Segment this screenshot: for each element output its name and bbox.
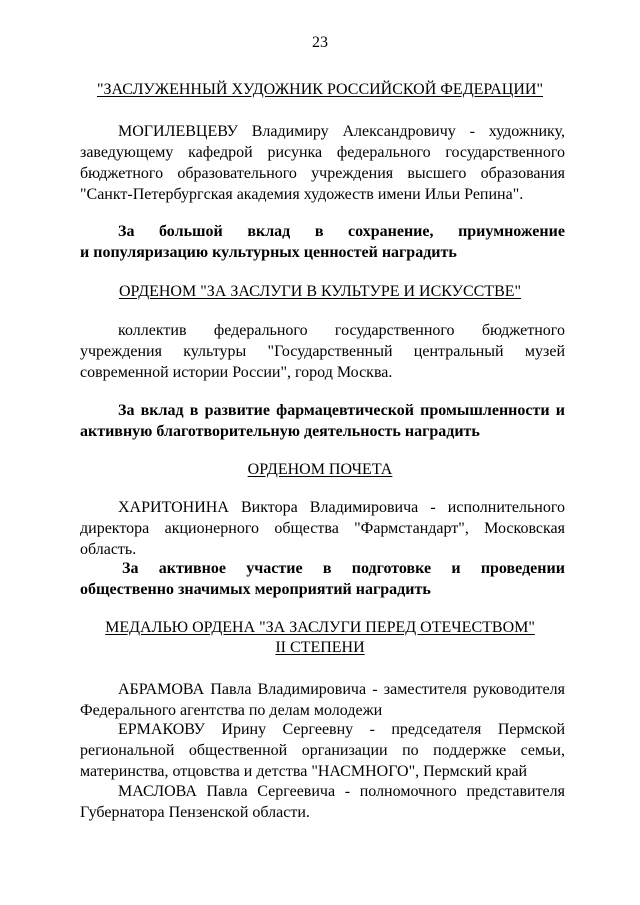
award-reason-events-line2: общественно значимых мероприятий наградить (80, 581, 431, 598)
award-reason-events-line1 (80, 558, 565, 579)
reason-word: в (322, 560, 332, 577)
reason-word: приумножение (458, 223, 565, 240)
reason-word: в (314, 223, 324, 240)
nominee-ermakova: ЕРМАКОВУ Ирину Сергеевну - председателя Пермской региональной общественной организации по поддержке семьи, материнства, отцовства и детства "НАСМНОГО", Пермский край (80, 721, 565, 780)
page-number: 23 (312, 34, 328, 51)
nominee-mogilevtsev: МОГИЛЕВЦЕВУ Владимиру Александровичу - художнику, заведующему кафедрой рисунка федерального государственного бюджетного образовательного учреждения высшего образования "Санкт-Петербургская академия художеств имени Ильи Репина". (80, 123, 565, 203)
award-reason-culture (80, 221, 565, 263)
org-word: коллектив (118, 322, 187, 339)
org-word: государственного (334, 322, 455, 339)
org-word: федерального (213, 322, 308, 339)
reason-word: участие (246, 560, 303, 577)
award-title-honored-artist: "ЗАСЛУЖЕННЫЙ ХУДОЖНИК РОССИЙСКОЙ ФЕДЕРАЦИИ" (97, 81, 543, 98)
award-reason-events (80, 558, 565, 600)
award-reason-pharma: За вклад в развитие фармацевтической промышленности и активную благотворительную деятельность наградить (80, 402, 565, 440)
reason-word: и (451, 560, 461, 577)
reason-word: За (122, 560, 139, 577)
award-reason-culture-line2: и популяризацию культурных ценностей наградить (80, 244, 457, 261)
nominee-museum-line1 (80, 320, 565, 341)
reason-word: вклад (247, 223, 291, 240)
reason-word: сохранение, (348, 223, 434, 240)
nominee-maslov: МАСЛОВА Павла Сергеевича - полномочного представителя Губернатора Пензенской области. (80, 783, 565, 821)
nominee-abramov: АБРАМОВА Павла Владимировича - заместителя руководителя Федерального агентства по делам молодежи (80, 681, 565, 719)
reason-word: активное (158, 560, 226, 577)
award-title-medal-order-merit: МЕДАЛЬЮ ОРДЕНА "ЗА ЗАСЛУГИ ПЕРЕД ОТЕЧЕСТВОМ" (105, 619, 535, 636)
nominee-museum-collective (80, 320, 565, 383)
nominee-kharitonin: ХАРИТОНИНА Виктора Владимировича - исполнительного директора акционерного общества "Фармстандарт", Московская область. (80, 499, 565, 558)
nominee-museum-rest: учреждения культуры "Государственный центральный музей современной истории России", город Москва. (80, 343, 565, 381)
award-title-order-culture: ОРДЕНОМ "ЗА ЗАСЛУГИ В КУЛЬТУРЕ И ИСКУССТВЕ" (118, 283, 522, 300)
reason-word: проведении (480, 560, 565, 577)
award-reason-culture-line1 (80, 221, 565, 242)
award-title-medal-degree: II СТЕПЕНИ (275, 639, 365, 656)
org-word: бюджетного (481, 322, 565, 339)
reason-word: За (118, 223, 135, 240)
award-title-order-honor: ОРДЕНОМ ПОЧЕТА (247, 461, 393, 478)
reason-word: большой (159, 223, 223, 240)
reason-word: подготовке (351, 560, 432, 577)
